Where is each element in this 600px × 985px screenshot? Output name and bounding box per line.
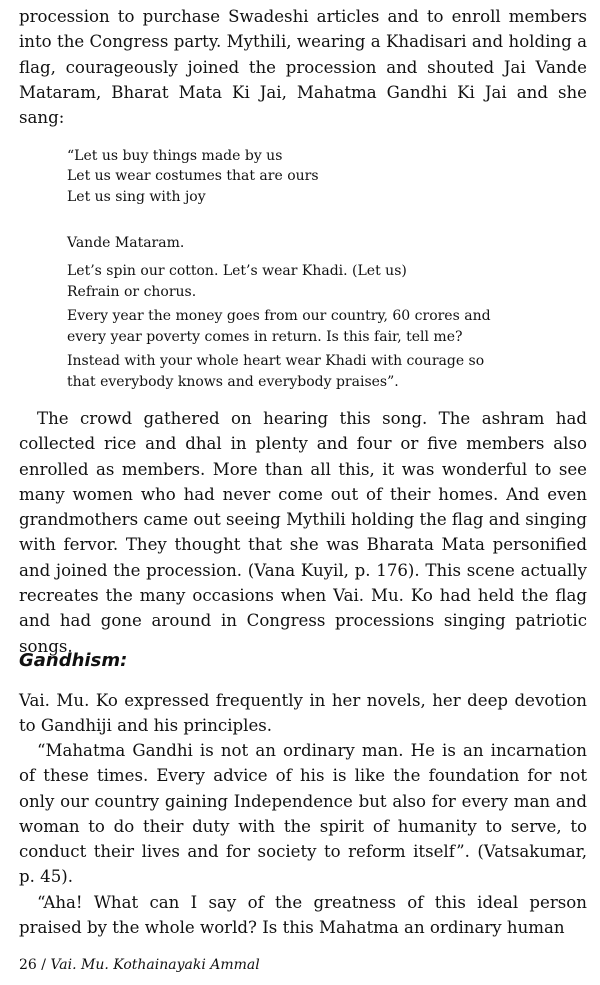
paragraph-quote-gandhi: “Mahatma Gandhi is not an ordinary man. He is an incarnation of these times. Every advice of his is like the foundation for not only our country gaining Independence but also for every man and woman to do their duty with the spirit of humanity to serve, to conduct their lives and for society to reform itself”. (Vatsakumar, p. 45). <box>19 741 587 887</box>
paragraph-quote-aha: “Aha! What can I say of the greatness of this ideal person praised by the whole world? Is this Mahatma an ordinary human <box>19 893 587 938</box>
song-line: that everybody knows and everybody praises”. <box>67 374 399 390</box>
song-line: Let’s spin our cotton. Let’s wear Khadi. (Let us) <box>67 263 407 279</box>
song-line: Let us sing with joy <box>67 189 206 205</box>
footer-separator: / <box>41 957 46 973</box>
paragraph-procession: procession to purchase Swadeshi articles and to enroll members into the Congress party. Mythili, wearing a Khadisari and holding a flag, courageously joined the procession and shouted Jai Vande Mataram, Bharat Mata Ki Jai, Mahatma Gandhi Ki Jai and she sang: <box>19 7 587 128</box>
song-line: Instead with your whole heart wear Khadi with courage so <box>67 353 485 369</box>
song-line: “Let us buy things made by us <box>67 148 283 164</box>
page-footer <box>19 957 260 973</box>
song-line: Every year the money goes from our country, 60 crores and <box>67 308 491 324</box>
page-number: 26 <box>19 957 37 973</box>
section-heading: Gandhism: <box>19 650 128 671</box>
song-line: Let us wear costumes that are ours <box>67 168 319 184</box>
paragraph-crowd: The crowd gathered on hearing this song. The ashram had collected rice and dhal in plenty and four or five members also enrolled as members. More than all this, it was wonderful to see many women who had never come out of their homes. And even grandmothers came out seeing Mythili holding the flag and singing with fervor. They thought that she was Bharata Mata personified and joined the procession. (Vana Kuyil, p. 176). This scene actually recreates the many occasions when Vai. Mu. Ko had held the flag and had gone around in Congress processions singing patriotic songs. <box>19 409 588 656</box>
paragraph-devotion: Vai. Mu. Ko expressed frequently in her novels, her deep devotion to Gandhiji and his principles. <box>19 691 587 736</box>
book-title: Vai. Mu. Kothainayaki Ammal <box>50 957 260 973</box>
song-line: every year poverty comes in return. Is this fair, tell me? <box>67 329 463 345</box>
song-line: Vande Mataram. <box>67 235 185 251</box>
song-line: Refrain or chorus. <box>67 284 197 300</box>
